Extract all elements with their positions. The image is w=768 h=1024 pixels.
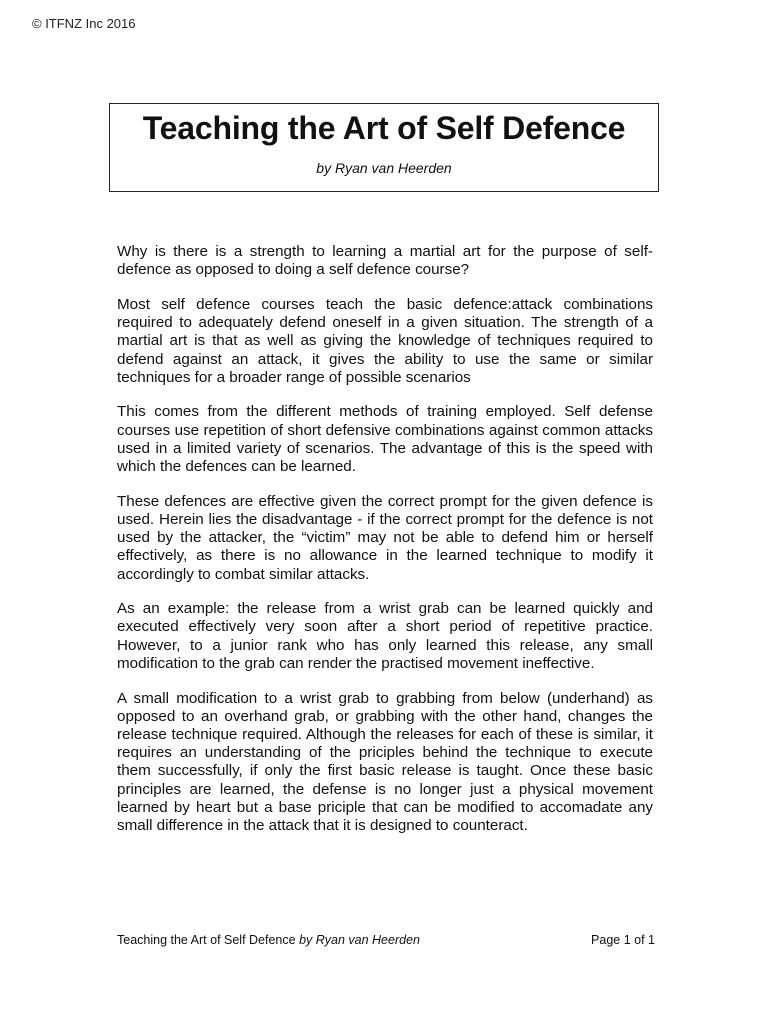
paragraph-4: These defences are effective given the correct prompt for the given defence is used. Herein lies the disadvantage - if the correct prompt for the defence is not used by the attacker, the “victim” may not be able to defend him or herself effectively, as there is no allowance in the learned technique to modify it accordingly to combat similar attacks. bbox=[117, 492, 653, 583]
footer-title bbox=[117, 933, 420, 947]
paragraph-1: Why is there is a strength to learning a martial art for the purpose of self-defence as opposed to doing a self defence course? bbox=[117, 243, 653, 279]
title-box bbox=[109, 103, 659, 192]
document-body bbox=[117, 243, 653, 852]
document-byline: by Ryan van Heerden bbox=[316, 160, 452, 176]
document-title: Teaching the Art of Self Defence bbox=[142, 110, 626, 146]
paragraph-6: A small modification to a wrist grab to grabbing from below (underhand) as opposed to an overhand grab, or grabbing with the other hand, changes the release technique required. Although the releases for each of these is similar, it requires an understanding of the priciples behind the technique to execute them successfully, if only the first basic release is taught. Once these basic principles are learned, the defense is no longer just a physical movement learned by heart but a base priciple that can be modified to accomadate any small difference in the attack that it is designed to counteract. bbox=[117, 689, 653, 834]
paragraph-3: This comes from the different methods of training employed. Self defense courses use repetition of short defensive combinations against common attacks used in a limited variety of scenarios. The advantage of this is the speed with which the defences can be learned. bbox=[117, 403, 653, 476]
page-number: Page 1 of 1 bbox=[591, 933, 655, 947]
copyright-notice: © ITFNZ Inc 2016 bbox=[32, 16, 136, 31]
footer-byline: by Ryan van Heerden bbox=[299, 933, 420, 947]
footer-title-text: Teaching the Art of Self Defence bbox=[117, 933, 296, 947]
paragraph-2: Most self defence courses teach the basic defence:attack combinations required to adequately defend oneself in a given situation. The strength of a martial art is that as well as giving the knowledge of techniques required to defend against an attack, it gives the ability to use the same or similar techniques for a broader range of possible scenarios bbox=[117, 295, 653, 386]
paragraph-5: As an example: the release from a wrist grab can be learned quickly and executed effectively very soon after a short period of repetitive practice. However, to a junior rank who has only learned this release, any small modification to the grab can render the practised movement ineffective. bbox=[117, 600, 653, 672]
